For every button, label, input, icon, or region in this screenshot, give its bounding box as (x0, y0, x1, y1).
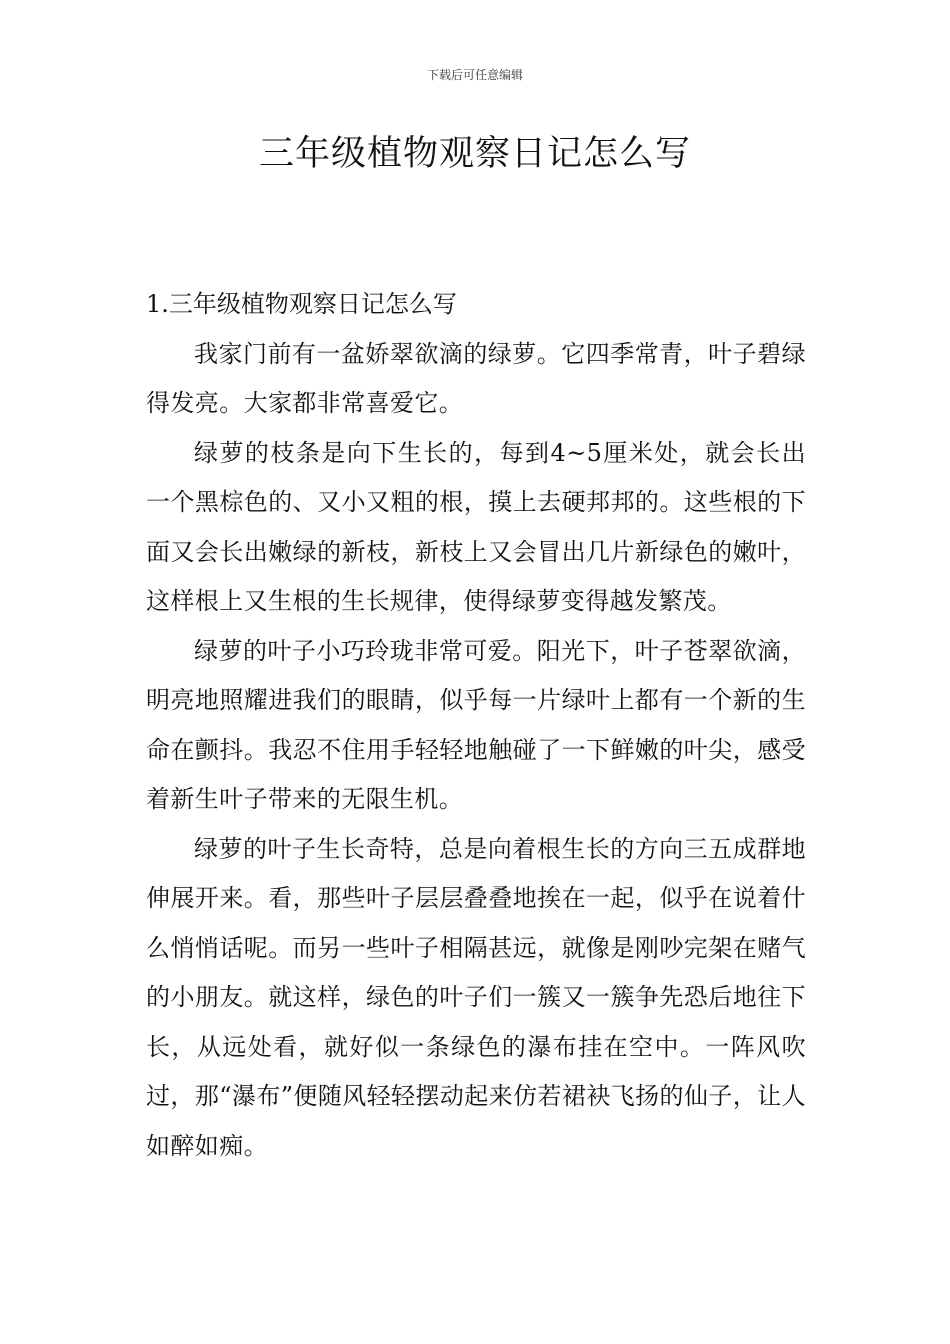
section-heading: 1.三年级植物观察日记怎么写 (146, 290, 457, 318)
header-note: 下载后可任意编辑 (426, 68, 523, 82)
paragraph-3: 绿萝的叶子小巧玲珑非常可爱。阳光下，叶子苍翠欲滴，明亮地照耀进我们的眼睛，似乎每一片绿叶上都有一个新的生命在颤抖。我忍不住用手轻轻地触碰了一下鲜嫩的叶尖，感受着新生叶子带来的无限生机。 (146, 636, 806, 813)
document-body (146, 280, 806, 1171)
page-title: 三年级植物观察日记怎么写 (258, 134, 691, 174)
paragraph-2: 绿萝的枝条是向下生长的，每到4~5厘米处，就会长出一个黑棕色的、又小又粗的根，摸上去硬邦邦的。这些根的下面又会长出嫩绿的新枝，新枝上又会冒出几片新绿色的嫩叶，这样根上又生根的生长规律，使得绿萝变得越发繁茂。 (146, 438, 806, 615)
paragraph-1: 我家门前有一盆娇翠欲滴的绿萝。它四季常青，叶子碧绿得发亮。大家都非常喜爱它。 (146, 339, 806, 417)
paragraph-4: 绿萝的叶子生长奇特，总是向着根生长的方向三五成群地伸展开来。看，那些叶子层层叠叠地挨在一起，似乎在说着什么悄悄话呢。而另一些叶子相隔甚远，就像是刚吵完架在赌气的小朋友。就这样，绿色的叶子们一簇又一簇争先恐后地往下长，从远处看，就好似一条绿色的瀑布挂在空中。一阵风吹过，那“瀑布”便随风轻轻摆动起来仿若裙袂飞扬的仙子，让人如醉如痴。 (146, 834, 806, 1160)
